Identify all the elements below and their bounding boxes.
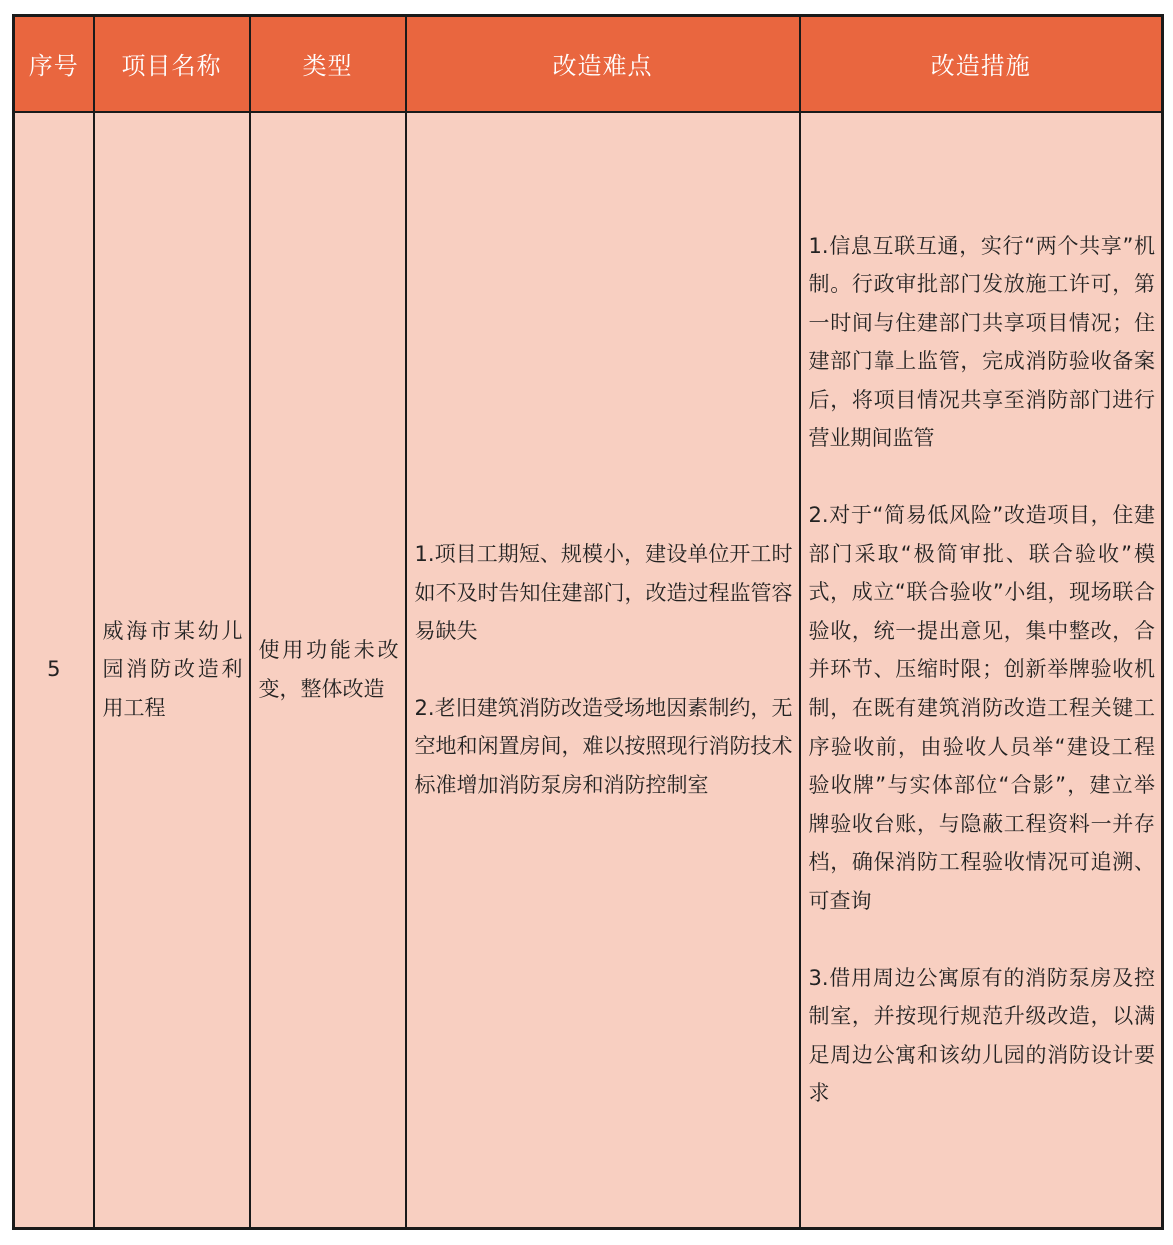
cell-measures — [800, 112, 1163, 1229]
project-table — [12, 14, 1164, 1230]
measure-item-3: 3.借用周边公寓原有的消防泵房及控制室，并按现行规范升级改造，以满足周边公寓和该幼儿园的消防设计要求 — [808, 965, 1155, 1106]
cell-difficulties — [406, 112, 800, 1229]
header-difficulties: 改造难点 — [406, 16, 800, 112]
table-row — [14, 112, 1163, 1229]
cell-type: 使用功能未改变，整体改造 — [250, 112, 406, 1229]
difficulty-item-2: 2.老旧建筑消防改造受场地因素制约，无空地和闲置房间，难以按照现行消防技术标准增加消防泵房和消防控制室 — [414, 695, 793, 797]
table-container — [12, 14, 1161, 1230]
header-name: 项目名称 — [94, 16, 250, 112]
header-row — [14, 16, 1163, 112]
measure-item-2: 2.对于“简易低风险”改造项目，住建部门采取“极简审批、联合验收”模式，成立“联合验收”小组，现场联合验收，统一提出意见，集中整改，合并环节、压缩时限；创新举牌验收机制，在既有建筑消防改造工程关键工序验收前，由验收人员举“建设工程验收牌”与实体部位“合影”，建立举牌验收台账，与隐蔽工程资料一并存档，确保消防工程验收情况可追溯、可查询 — [808, 503, 1155, 914]
header-seq: 序号 — [14, 16, 94, 112]
measure-item-1: 1.信息互联互通，实行“两个共享”机制。行政审批部门发放施工许可，第一时间与住建部门共享项目情况；住建部门靠上监管，完成消防验收备案后，将项目情况共享至消防部门进行营业期间监管 — [808, 233, 1155, 451]
header-measures: 改造措施 — [800, 16, 1163, 112]
difficulty-item-1: 1.项目工期短、规模小，建设单位开工时如不及时告知住建部门，改造过程监管容易缺失 — [414, 541, 793, 644]
cell-project-name: 威海市某幼儿园消防改造利用工程 — [94, 112, 250, 1229]
header-type: 类型 — [250, 16, 406, 112]
cell-seq: 5 — [14, 112, 94, 1229]
